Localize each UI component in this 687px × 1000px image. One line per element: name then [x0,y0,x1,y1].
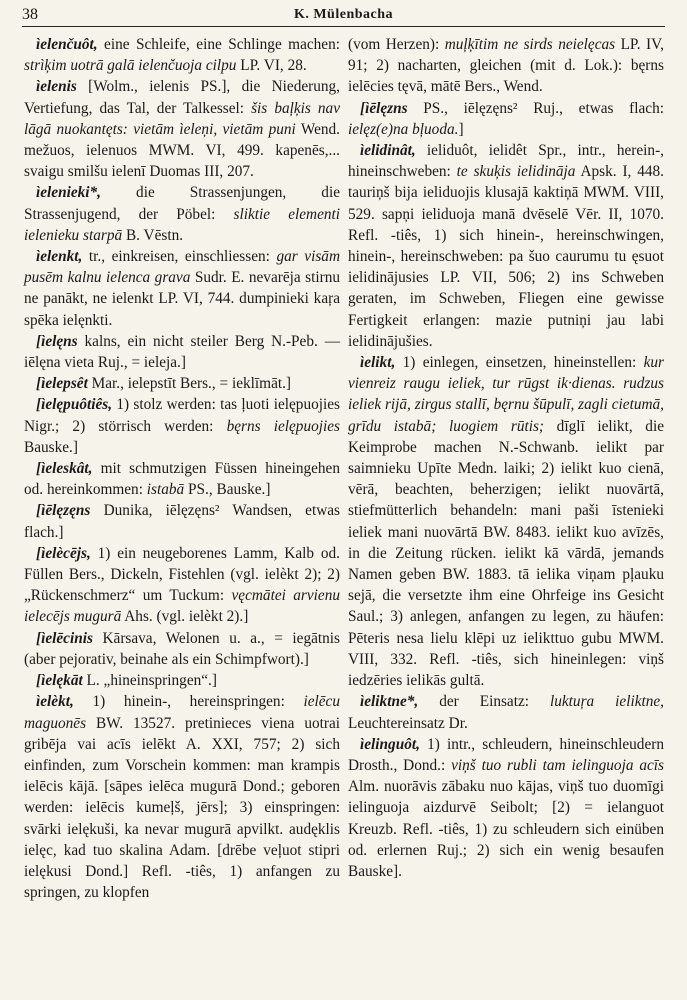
running-head: K. Mülenbacha [293,7,394,22]
entry-headword: [ìelękāt [36,672,83,690]
entry-example: sliktie elementi ielenieku starpā [24,205,341,244]
entry-text: der Einsatz: [418,693,550,711]
page-header [22,4,665,27]
entry-headword: [ìēlęzęns [36,502,91,520]
dictionary-entry [24,34,340,76]
entry-headword: [ìelępuôtiês, [36,396,113,414]
dictionary-entry [348,734,664,882]
entry-tail: Sudr. E. nevarēja stirnu ne panākt, ne ielenkt LP. VI, 744. dumpinieki kaŗa spēka ielęnkti. [24,269,340,329]
entry-headword: [ìeleskât, [36,460,93,478]
dictionary-entry [348,352,664,691]
dictionary-entry [24,182,340,246]
entry-example: muļķītim ne sirds neielęcas [444,36,616,53]
entry-headword: [ìelēcinis [36,629,93,647]
entry-example: strìķim uotrā galā ielenčuoja cilpu [24,57,237,75]
dictionary-entry [24,691,340,903]
entry-text: 1) hinein-, hereinspringen: [73,693,304,711]
entry-tail: LP. IV, 91; 2) nacharten, gleichen (mit d. Lok.): bęrns ielēcies tęvā, mātē Bers., Wend. [348,36,664,96]
entry-text: tr., einkreisen, einschliessen: [82,248,277,266]
entry-headword: ìelenis [36,78,77,96]
entry-example: gar visām pusēm kalnu ielenca grava [24,248,340,287]
dictionary-entry [24,628,340,670]
entry-text: Mar., ielepstīt Bers., = ieklīmāt.] [87,375,292,393]
entry-text: eine Schleife, eine Schlinge machen: [97,36,340,53]
entry-tail: B. Vēstn. [122,226,184,244]
entry-headword: [ìelècējs, [36,544,91,562]
entry-text: 1) einlegen, einsetzen, hineinstellen: [395,354,644,372]
entry-example: kur vienreiz raugu ieliek, tur rūgst ik·dienas. rudzus ieliek rijā, zirgus stallī, bęrnu šūpulī, zagli cietumā, grīdu istabā; luogiem rūtis; [348,354,664,435]
entry-tail: Alm. nuorāvis zābaku nuo kājas, viņš tuo duomīgi ielinguoja aizdurvē Seibolt; [2) = ielanguot Kreuzb. Refl. -tiês, 1) zu schleudern sich einüben od. erlernen Ruj.; 2) sich ein wenig besaufen Bauske]. [348,778,664,880]
entry-text: 1) stolz werden: tas ļuoti ielępuojies Nigr.; 2) störrisch werden: [24,396,340,435]
entry-headword: ìelenieki*, [36,184,101,202]
entry-example: istabā [146,481,185,499]
dictionary-entry [24,246,340,331]
entry-tail: Wend. mežuos, ielenuos MWM. VI, 499. kapenēs,... svaigu smilšu ielenī Duomas III, 207. [24,120,340,181]
entry-example: luktuŗa ieliktne, [549,693,664,711]
entry-example: viņš tuo rubli tam ielinguoja acīs [451,756,664,774]
entry-tail: ] [458,120,464,138]
left-column [24,34,340,903]
entry-tail: Bauske.] [24,438,78,456]
entry-headword: ìelenkt, [36,248,83,266]
entry-tail: Apsk. I, 448. tauriņš bija ieliduojis klusajā kaktiņā MWM. VIII, 529. sapņi ieliduoja manā dvēselē Vēr. II, 1070. Refl. -tiês, 1) sich hinein-, hereinschwingen, hinein-, hereinschweben: pa šuo caurumu tu ęsuot ielidinājusies LP. VII, 506; 2) ins Schweben geraten, im Schweben, Fliegen eine gewisse Fertigkeit erlangen: mazie putniņi jau labi ielidinājušies. [348,163,664,350]
dictionary-entry [24,76,340,182]
right-column [348,34,664,882]
dictionary-entry [348,98,664,140]
entry-text: L. „hineinspringen“.] [82,672,217,690]
dictionary-entry [24,543,340,628]
entry-tail: Leuchtereinsatz Dr. [348,714,468,732]
entry-example: ielęz(e)na bļuoda. [348,120,459,138]
entry-headword: ìelèkt, [36,693,74,711]
entry-text: kalns, ein nicht steiler Berg N.-Peb. — iēlęna vieta Ruj., = ieleja.] [24,332,340,372]
dictionary-entry [348,140,664,352]
entry-text: 1) ein neugeborenes Lamm, Kalb od. Füllen Bers., Dickeln, Fistehlen (vgl. ielèkt 2); 2) „Rückenschmerz“ um Tuckum: [24,544,340,605]
entry-headword: [ìelęns [36,332,78,350]
entry-text: Kārsava, Welonen u. a., = iegātnis (aber pejorativ, beinahe als ein Schimpfwort).] [24,629,340,668]
entry-tail: LP. VI, 28. [236,57,307,75]
entry-text: Dunika, iēlęzęns² Wandsen, etwas flach.] [24,502,340,541]
entry-text: 1) intr., schleudern, hineinschleudern Drosth., Dond.: [348,735,664,774]
dictionary-entry [348,34,664,98]
entry-example: šis baļķis nav lāgā nuokantęts: vietām ìeleņi, vietām puni [24,99,340,138]
entry-tail: PS., Bauske.] [184,481,271,499]
entry-tail: dīglī ielikt, die Keimprobe machen N.-Schwanb. ielikt par saimnieku Upīte Medn. laiki; 2) ielikt kuo cienā, vērā, beachten, beherzigen; ielikt nuovārtā, stiefmütterlich behandeln: mani paši īstenieki ieliek mani nuovārtā BW. 8483. ielikt kuo avīzēs, in die Zeitung rücken. ielikt kā vārdā, jemands Namen geben BW. 1883. tā ielika viņam pļauku sejā, die versetzte ihm eine Ohrfeige ins Gesicht Saul.; 3) anlegen, anfangen zu legen, zu häufen: Pēteris nesa lielu klēpi uz ielikttuo gubu MWM. VIII, 332. Refl. -tiês, sich hineinlegen: viņš iedzēries ielikās gultā. [348,417,664,690]
dictionary-entry [348,691,664,733]
entry-text: die Strassenjungen, die Strassenjugend, der Pöbel: [24,184,340,223]
entry-example: vęcmātei arvienu ielecējs mugurā [24,587,341,626]
entry-headword: [ìēlęzns [360,99,408,117]
entry-example: te skuķis ielidināja [456,163,576,181]
entry-example: ielēcu maguonēs [24,693,340,732]
entry-headword: ìelenčuôt, [36,36,98,53]
dictionary-entry [24,458,340,500]
dictionary-entry [24,500,340,542]
entry-text: ieliduôt, ielidêt Spr., intr., herein-, hineinschweben: [348,142,664,181]
dictionary-entry [24,670,340,691]
page-number: 38 [22,6,38,23]
entry-tail: Ahs. (vgl. ielèkt 2).] [121,608,249,626]
entry-headword: ìelinguôt, [360,735,420,753]
dictionary-entry [24,373,340,394]
entry-headword: ìelikt, [360,354,396,372]
entry-text: [Wolm., ielenis PS.], die Niederung, Vertiefung, das Tal, der Talkessel: [24,78,340,117]
entry-example: bęrns ielępuojies [226,417,340,435]
entry-text: PS., iēlęzęns² Ruj., etwas flach: [407,99,664,117]
entry-headword: ìeliktne*, [360,693,419,711]
dictionary-entry [24,394,340,458]
entry-text: mit schmutzigen Füssen hineingehen od. hereinkommen: [24,460,340,499]
entry-headword: ìelidinât, [360,142,416,160]
entry-tail: BW. 13527. pretinieces viena uotrai gribēja vai acīs ielēkt A. XXI, 757; 2) sich einfinden, zum Vorschein kommen: man krampis ielēcis kājā. [sāpes ielēca mugurā Dond.; geboren werden: ielēcis kumeļš, jērs]; 3) einspringen: svārki ielękuši, ka nevar mugurā apvilkt. audęklis ielęc, kad tuo skalina Adam. [drēbe veļuot stipri ielękusi Dond.] Refl. -tiês, 1) anfangen zu springen, zu klopfen [24,714,340,902]
dictionary-entry [24,331,340,373]
entry-text: (vom Herzen): [348,36,445,53]
entry-headword: [ìelepsêt [36,375,88,393]
